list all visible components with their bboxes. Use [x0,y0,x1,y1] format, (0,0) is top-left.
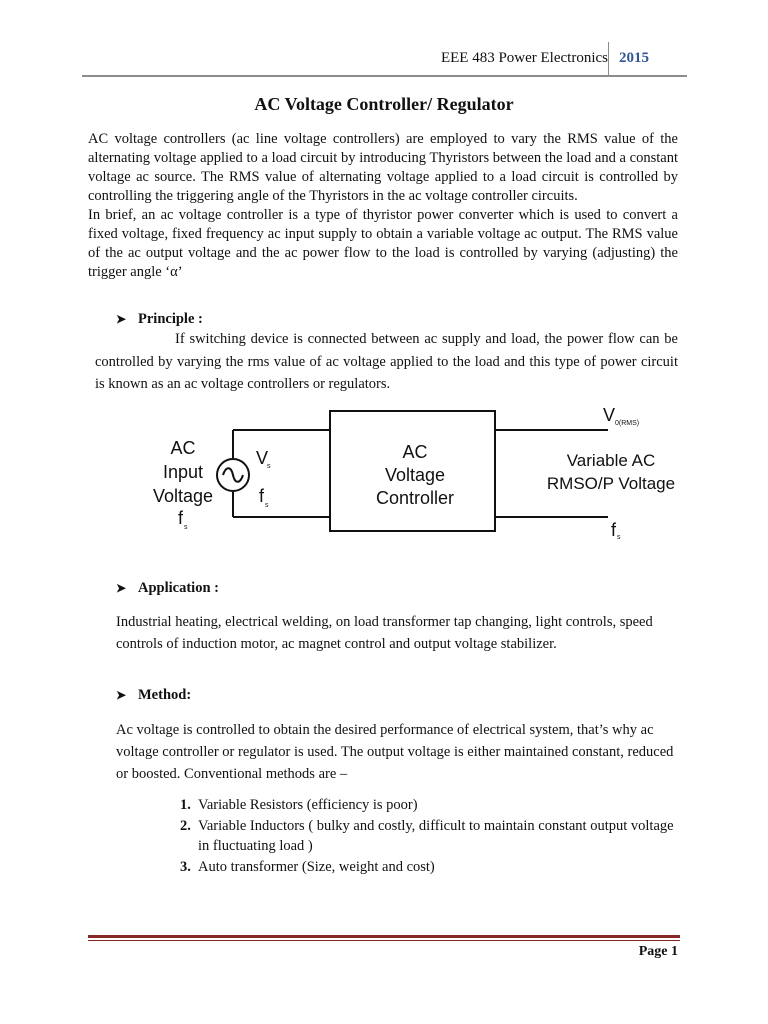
input-label-line-1: AC [170,438,196,458]
application-heading: Application : [138,580,219,596]
vo-subscript: 0(RMS) [615,420,640,427]
application-body: Industrial heating, electrical welding, on load transformer tap changing, light controls, speed controls of induction motor, ac magnet control and output voltage stabilizer. [116,614,653,652]
page-title: AC Voltage Controller/ Regulator [254,94,514,114]
list-item-text: Auto transformer (Size, weight and cost) [198,858,435,875]
footer-rule-thick [88,935,680,938]
header-course-title: EEE 483 Power Electronics [440,50,608,66]
list-item-text: Variable Resistors (efficiency is poor) [198,797,418,813]
list-item [180,816,680,857]
list-item [180,857,680,878]
vs-subscript: s [267,463,271,470]
input-label-line-3: Voltage [152,486,214,506]
input-fs-subscript: s [184,524,188,531]
input-label-line-2: Input [162,462,204,482]
list-item-text: Variable Inductors ( bulky and costly, difficult to maintain constant output voltage in fluctuating load ) [198,817,674,854]
block-label-line-1: AC [402,442,428,462]
list-item [180,795,680,816]
list-item-number: 1. [180,797,191,813]
arrow-bullet-icon: ➤ [116,581,127,595]
method-heading: Method: [138,687,192,703]
principle-heading-row [116,311,203,328]
output-fs-label: f [611,520,617,540]
intro-section [88,130,678,282]
method-heading-row [116,687,191,704]
block-label-line-3: Controller [375,488,455,508]
methods-list [180,795,680,877]
application-heading-row [116,580,219,597]
footer-rule-thin [88,940,680,941]
intro-paragraph-1: AC voltage controllers (ac line voltage controllers) are employed to vary the RMS value of the alternating voltage applied to a load circuit by introducing Thyristors between the load and a constant voltage ac source. The RMS value of alternating voltage applied to a load circuit is controlled by controlling the triggering angle of the Thyristors in the ac voltage controller circuits. [88,131,678,204]
header-separator [608,42,609,76]
intro-paragraph-2: In brief, an ac voltage controller is a type of thyristor power converter which is used to convert a fixed voltage, fixed frequency ac input supply to obtain a variable voltage ac output. The RMS value of the ac output voltage and the ac power flow to the load is controlled by varying (adjusting) the trigger angle ‘α’ [88,207,678,280]
principle-heading: Principle : [138,311,203,327]
header-rule [82,75,687,77]
list-item-number: 3. [180,858,191,875]
output-label-line-1: Variable AC [566,451,656,470]
method-body: Ac voltage is controlled to obtain the desired performance of electrical system, that’s why ac voltage controller or regulator is used. The output voltage is either maintained constant, reduced or boosted. Conventional methods are – [116,722,674,782]
header-year: 2015 [619,50,649,66]
block-diagram [140,396,700,546]
vs-label: V [256,448,269,468]
arrow-bullet-icon: ➤ [116,312,127,326]
output-fs-subscript: s [617,534,621,541]
input-fs-label: f [178,508,184,528]
page-number: Page 1 [638,944,678,959]
fs-subscript: s [265,502,269,509]
vo-label: V [603,405,616,425]
arrow-bullet-icon: ➤ [116,688,127,702]
principle-body [95,328,678,396]
fs-label: f [259,486,265,506]
list-item-number: 2. [180,817,191,834]
output-label-line-2: RMSO/P Voltage [546,474,676,493]
block-label-line-2: Voltage [384,465,446,485]
principle-text: If switching device is connected between ac supply and load, the power flow can be controlled by varying the rms value of ac voltage applied to the load and this type of power circuit is known as an ac voltage controllers or regulators. [95,331,678,392]
